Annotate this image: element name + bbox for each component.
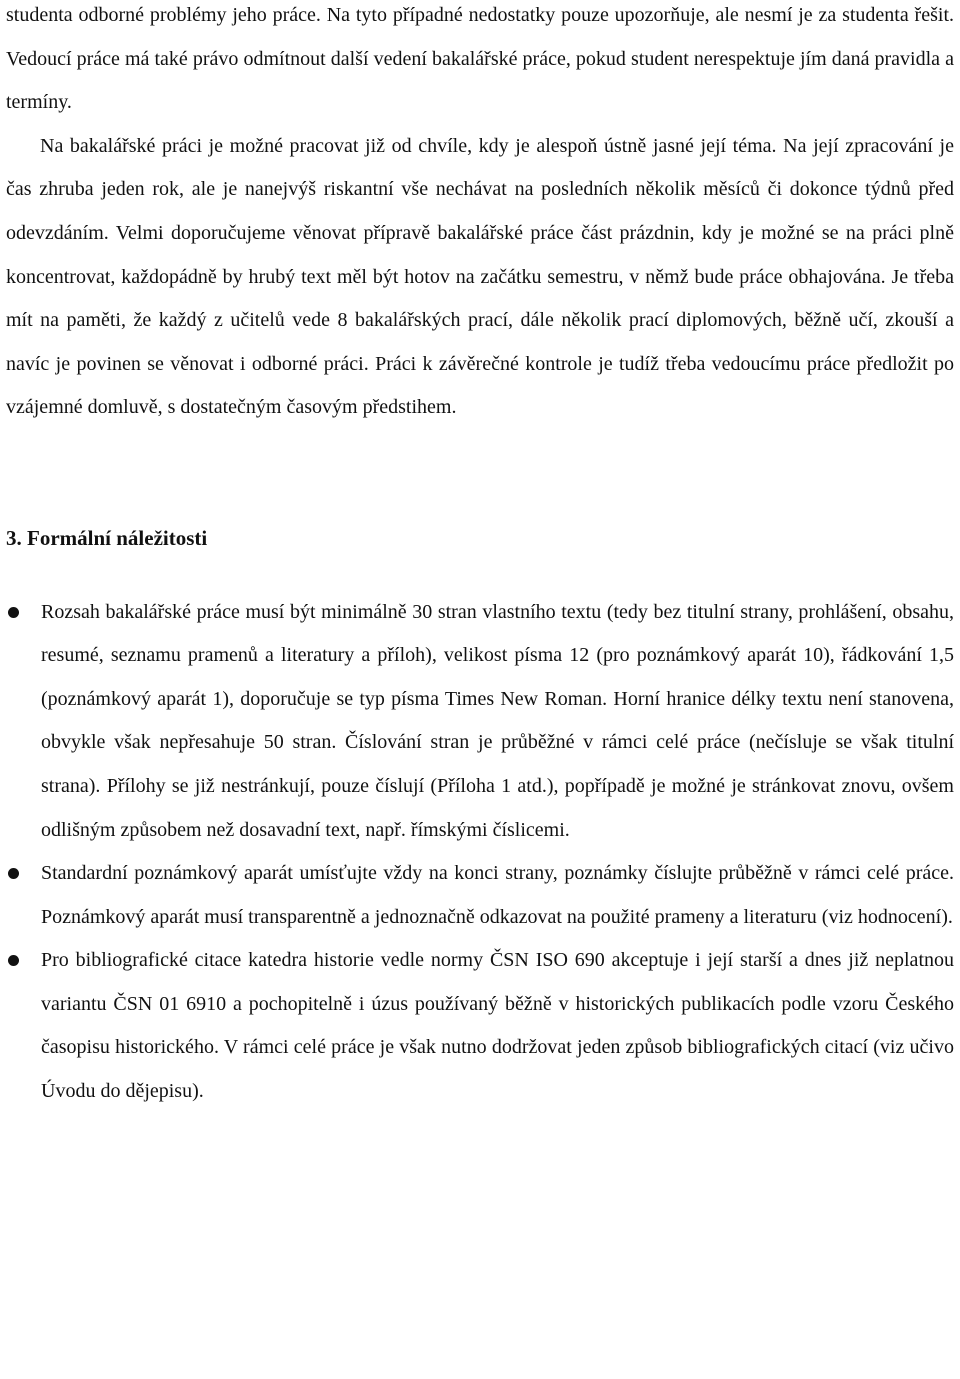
list-item-text: Pro bibliografické citace katedra historie vedle normy ČSN ISO 690 akceptuje i její starší a dnes již neplatnou variantu ČSN 01 6910 a pochopitelně i úzus používaný běžně v historických publikacích podle vzoru Českého časopisu historického. V rámci celé práce je však nutno dodržovat jeden způsob bibliografických citací (viz učivo Úvodu do dějepisu). (41, 949, 954, 1103)
bullet-icon (8, 868, 19, 879)
requirements-list (6, 591, 954, 1114)
paragraph-work-schedule: Na bakalářské práci je možné pracovat již od chvíle, kdy je alespoň ústně jasné její téma. Na její zpracování je čas zhruba jeden rok, ale je nanejvýš riskantní vše nechávat na posledních několik měsíců či dokonce týdnů před odevzdáním. Velmi doporučujeme věnovat přípravě bakalářské práce část prázdnin, kdy je možné se na práci plně koncentrovat, každopádně by hrubý text měl být hotov na začátku semestru, v němž bude práce obhajována. Je třeba mít na paměti, že každý z učitelů vede 8 bakalářských prací, dále několik prací diplomových, běžně učí, zkouší a navíc je povinen se věnovat i odborné práci. Práci k závěrečné kontrole je tudíž třeba vedoucímu práce předložit po vzájemné domluvě, s dostatečným časovým předstihem. (6, 134, 954, 419)
list-item (6, 591, 954, 853)
paragraph-continuation: studenta odborné problémy jeho práce. Na tyto případné nedostatky pouze upozorňuje, ale nesmí je za studenta řešit. Vedoucí práce má také právo odmítnout další vedení bakalářské práce, pokud student nerespektuje jím daná pravidla a termíny. (6, 4, 954, 114)
section-heading: 3. Formální náležitosti (6, 525, 208, 550)
document-page (6, 0, 954, 1114)
bullet-icon (8, 607, 19, 618)
list-item (6, 939, 954, 1113)
list-item (6, 852, 954, 939)
bullet-icon (8, 955, 19, 966)
list-item-text: Standardní poznámkový aparát umísťujte vždy na konci strany, poznámky číslujte průběžně v rámci celé práce. Poznámkový aparát musí transparentně a jednoznačně odkazovat na použité prameny a literaturu (viz hodnocení). (41, 862, 954, 928)
list-item-text: Rozsah bakalářské práce musí být minimálně 30 stran vlastního textu (tedy bez titulní strany, prohlášení, obsahu, resumé, seznamu pramenů a literatury a příloh), velikost písma 12 (pro poznámkový aparát 10), řádkování 1,5 (poznámkový aparát 1), doporučuje se typ písma Times New Roman. Horní hranice délky textu není stanovena, obvykle však nepřesahuje 50 stran. Číslování stran je průběžné v rámci celé práce (nečísluje se však titulní strana). Přílohy se již nestránkují, pouze číslují (Příloha 1 atd.), popřípadě je možné je stránkovat znovu, ovšem odlišným způsobem než dosavadní text, např. římskými číslicemi. (41, 600, 954, 841)
